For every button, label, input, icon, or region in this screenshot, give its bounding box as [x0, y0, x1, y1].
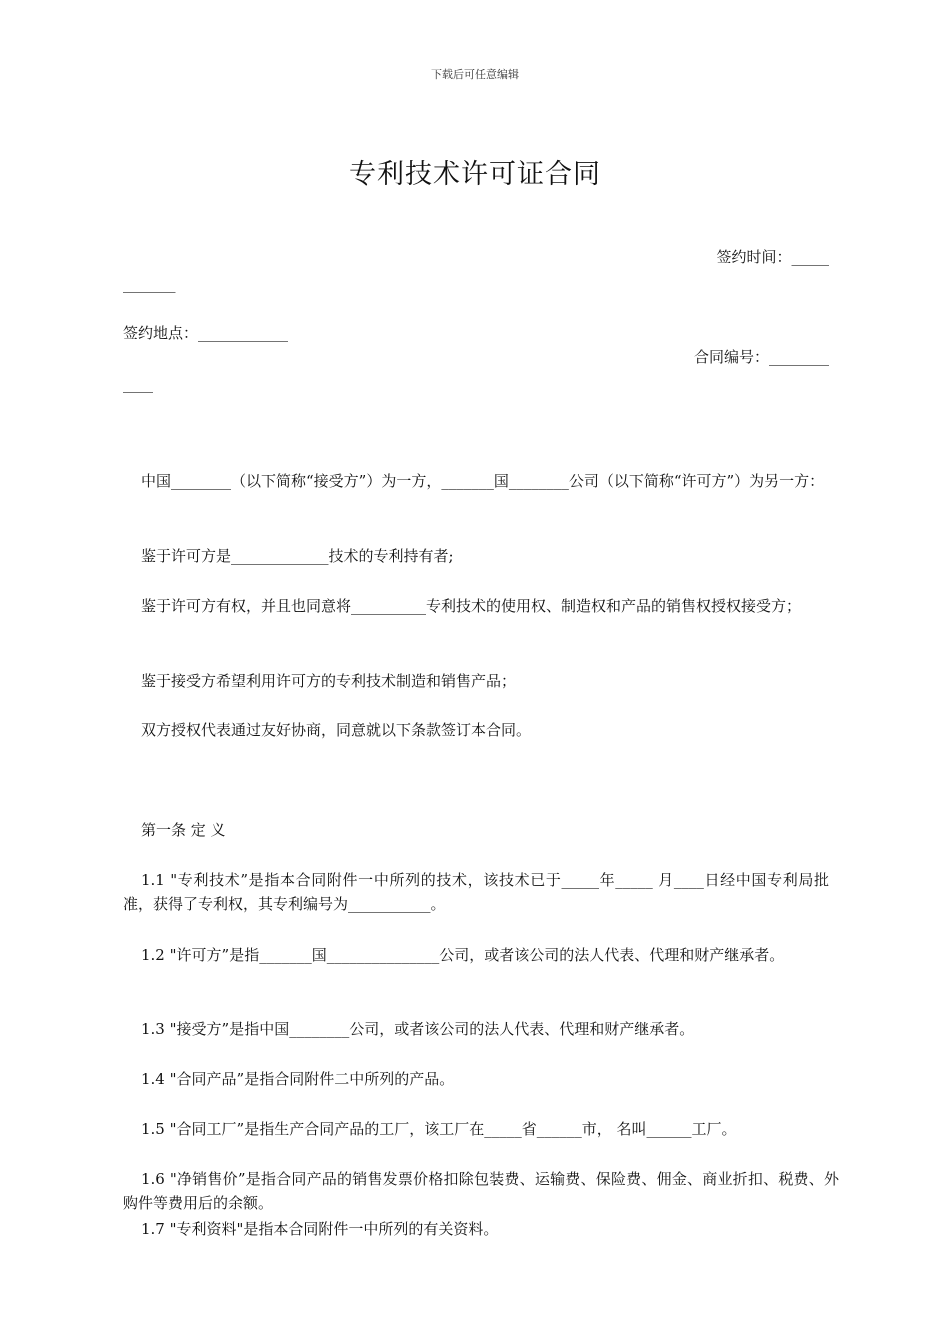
sign-time-continuation: _______: [123, 275, 176, 293]
contract-number-continuation: ____: [123, 375, 153, 393]
document-title: 专利技术许可证合同: [349, 159, 601, 190]
whereas-clause-1: 鉴于许可方是_____________技术的专利持有者;: [141, 547, 454, 565]
preamble-parties: 中国________（以下简称“接受方”）为一方，_______国________公司（以下简称“许可方”）为另一方：: [141, 472, 825, 490]
clause-1-2: 1.2 "许可方”是指_______国_______________公司，或者该公司的法人代表、代理和财产继承者。: [141, 946, 785, 964]
header-note: 下载后可任意编辑: [431, 68, 519, 81]
sign-place-line: 签约地点：____________: [123, 324, 289, 342]
clause-1-5: 1.5 "合同工厂”是指生产合同产品的工厂，该工厂在_____省______市， 名叫______工厂。: [141, 1120, 737, 1138]
article-1-heading: 第一条 定 义: [141, 821, 226, 839]
clause-1-6: 1.6 "净销售价”是指合同产品的销售发票价格扣除包装费、运输费、保险费、佣金、商业折扣、税费、外购件等费用后的余额。: [123, 1170, 839, 1212]
whereas-clause-2: 鉴于许可方有权，并且也同意将__________专利技术的使用权、制造权和产品的销售权授权接受方；: [141, 597, 802, 615]
sign-time-line: 签约时间：_____: [716, 248, 829, 266]
clause-1-1: 1.1 "专利技术”是指本合同附件一中所列的技术，该技术已于_____年_____ 月____日经中国专利局批准，获得了专利权，其专利编号为___________。: [123, 871, 829, 913]
contract-number-line: 合同编号：________: [693, 348, 829, 366]
whereas-clause-3: 鉴于接受方希望利用许可方的专利技术制造和销售产品；: [141, 672, 517, 690]
agreement-statement: 双方授权代表通过友好协商，同意就以下条款签订本合同。: [141, 721, 532, 739]
clause-1-7: 1.7 "专利资料"是指本合同附件一中所列的有关资料。: [141, 1220, 499, 1238]
clause-1-3: 1.3 "接受方”是指中国________公司，或者该公司的法人代表、代理和财产继承者。: [141, 1020, 695, 1038]
clause-1-4: 1.4 "合同产品”是指合同附件二中所列的产品。: [141, 1070, 455, 1088]
